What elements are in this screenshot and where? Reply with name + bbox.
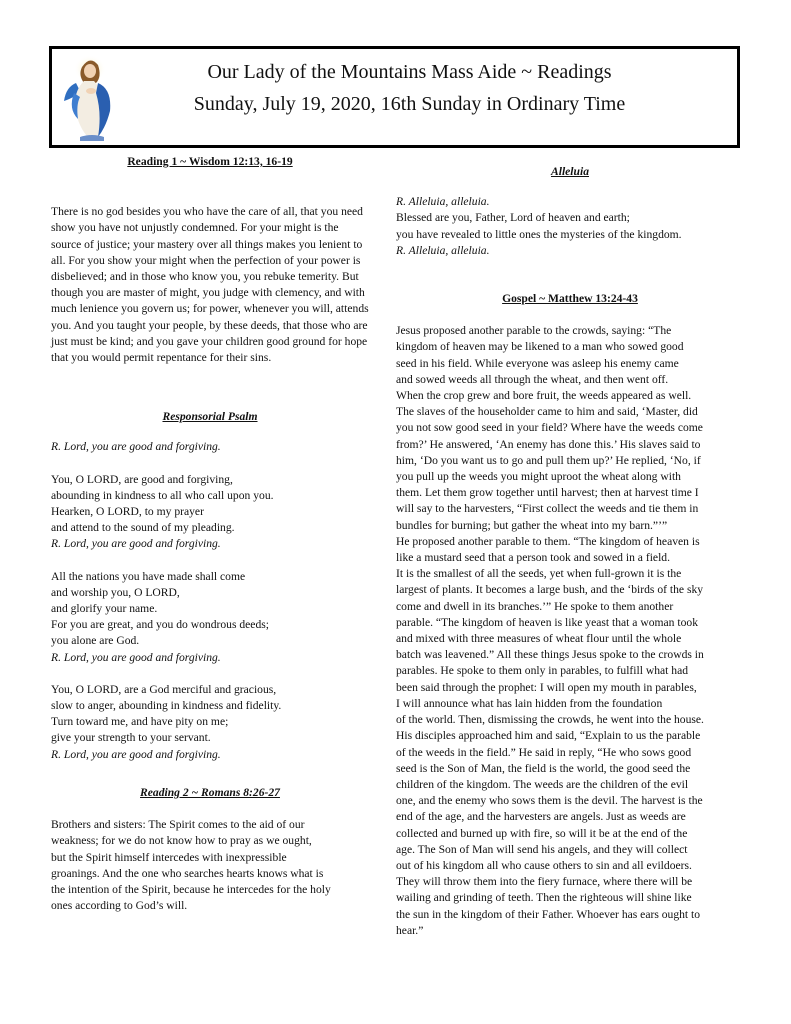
right-column xyxy=(396,164,744,939)
gospel-line: and sowed weeds all through the wheat, and then went off. xyxy=(396,372,669,386)
reading2-line: groanings. And the one who searches hearts knows what is xyxy=(51,866,324,880)
reading2-heading: Reading 2 ~ Romans 8:26-27 xyxy=(140,785,280,799)
gospel-line: from?’ He answered, ‘An enemy has done this.’ His slaves said to xyxy=(396,437,701,451)
reading2-line: Brothers and sisters: The Spirit comes to the aid of our xyxy=(51,818,305,832)
psalm-line: slow to anger, abounding in kindness and fidelity. xyxy=(51,699,282,713)
reading1-text: There is no god besides you who have the care of all, that you need show you have not unjustly condemned. For your might is the source of justice; your mastery over all things makes you lenient to all. For you show your might when the perfection of your power is disbelieved; and in those who know you, you rebuke temerity. But though you are master of might, you judge with clemency, and with much lenience you govern us; for power, whenever you will, attends you. And you taught your people, by these deeds, that those who are just must be kind; and you gave your children good ground for hope that you would permit repentance for their sins. xyxy=(51,205,369,365)
psalm-line: you alone are God. xyxy=(51,634,140,648)
reading2-line: ones according to God’s will. xyxy=(51,899,188,913)
alleluia-response: R. Alleluia, alleluia. xyxy=(396,243,490,257)
gospel-line: of the world. Then, dismissing the crowds, he went into the house. xyxy=(396,713,704,727)
psalm-line: abounding in kindness to all who call upon you. xyxy=(51,488,274,502)
psalm-response-line: R. Lord, you are good and forgiving. xyxy=(51,650,221,664)
psalm-stanza-2 xyxy=(51,569,369,666)
reading2-text xyxy=(51,817,369,914)
gospel-line: parable. “The kingdom of heaven is like yeast that a woman took xyxy=(396,615,698,629)
gospel-line: seed in his field. While everyone was asleep his enemy came xyxy=(396,356,679,370)
gospel-line: largest of plants. It becomes a large bush, and the ‘birds of the sky xyxy=(396,583,704,597)
gospel-line: collected and burned up with fire, so will it be at the end of the xyxy=(396,826,688,840)
gospel-line: them. Let them grow together until harvest; then at harvest time I xyxy=(396,486,699,500)
alleluia-response: R. Alleluia, alleluia. xyxy=(396,195,490,209)
psalm-line: You, O LORD, are good and forgiving, xyxy=(51,472,233,486)
gospel-line: batch was leavened.” All these things Jesus spoke to the crowds in xyxy=(396,648,704,662)
gospel-text xyxy=(396,323,744,939)
gospel-line: They will throw them into the fiery furnace, where there will be xyxy=(396,875,693,889)
gospel-line: children of the kingdom. The weeds are the children of the evil xyxy=(396,777,689,791)
gospel-heading: Gospel ~ Matthew 13:24-43 xyxy=(502,292,638,306)
gospel-line: of the weeds in the field.” He said in reply, “He who sows good xyxy=(396,745,692,759)
reading2-line: the intention of the Spirit, because he intercedes for the holy xyxy=(51,882,331,896)
page-title: Our Lady of the Mountains Mass Aide ~ Readings xyxy=(207,61,612,83)
psalm-stanza-1 xyxy=(51,472,369,553)
gospel-line: one, and the enemy who sows them is the devil. The harvest is the xyxy=(396,794,703,808)
alleluia-line: Blessed are you, Father, Lord of heaven and earth; xyxy=(396,211,630,225)
alleluia-text xyxy=(396,194,744,259)
gospel-line: I will announce what has lain hidden from the foundation xyxy=(396,696,663,710)
page-subtitle: Sunday, July 19, 2020, 16th Sunday in Ordinary Time xyxy=(193,93,626,115)
psalm-line: Turn toward me, and have pity on me; xyxy=(51,715,229,729)
gospel-line: He proposed another parable to them. “The kingdom of heaven is xyxy=(396,534,700,548)
psalm-response-line: R. Lord, you are good and forgiving. xyxy=(51,537,221,551)
gospel-line: the sun in the kingdom of their Father. Whoever has ears ought to xyxy=(396,907,701,921)
left-column xyxy=(51,154,369,914)
gospel-line: Jesus proposed another parable to the crowds, saying: “The xyxy=(396,324,672,338)
alleluia-line: you have revealed to little ones the mysteries of the kingdom. xyxy=(396,227,682,241)
psalm-response: R. Lord, you are good and forgiving. xyxy=(51,440,221,454)
psalm-line: give your strength to your servant. xyxy=(51,731,211,745)
psalm-response-line: R. Lord, you are good and forgiving. xyxy=(51,747,221,761)
gospel-line: age. The Son of Man will send his angels, and they will collect xyxy=(396,842,688,856)
gospel-line: out of his kingdom all who cause others to sin and all evildoers. xyxy=(396,858,692,872)
reading1-heading: Reading 1 ~ Wisdom 12:13, 16-19 xyxy=(127,155,293,168)
reading2-line: weakness; for we do not know how to pray as we ought, xyxy=(51,834,312,848)
gospel-line: hear.” xyxy=(396,923,424,937)
reading2-line: but the Spirit himself intercedes with inexpressible xyxy=(51,850,287,864)
gospel-line: seed is the Son of Man, the field is the world, the good seed the xyxy=(396,761,691,775)
gospel-line: been said through the prophet: I will open my mouth in parables, xyxy=(396,680,697,694)
psalm-stanza-3 xyxy=(51,682,369,763)
gospel-line: you not sow good seed in your field? Where have the weeds come xyxy=(396,421,703,435)
psalm-line: You, O LORD, are a God merciful and gracious, xyxy=(51,682,277,696)
alleluia-heading: Alleluia xyxy=(550,165,589,178)
psalm-line: All the nations you have made shall come xyxy=(51,569,246,583)
gospel-line: parables. He spoke to them only in parables, to fulfill what had xyxy=(396,664,689,678)
gospel-line: wailing and grinding of teeth. Then the righteous will shine like xyxy=(396,891,692,905)
gospel-line: bundles for burning; but gather the wheat into my barn.”’” xyxy=(396,518,668,532)
psalm-line: and glorify your name. xyxy=(51,602,158,616)
gospel-line: When the crop grew and bore fruit, the weeds appeared as well. xyxy=(396,389,692,403)
psalm-line: and worship you, O LORD, xyxy=(51,585,180,599)
gospel-line: and mixed with three measures of wheat flour until the whole xyxy=(396,632,682,646)
gospel-line: end of the age, and the harvesters are angels. Just as weeds are xyxy=(396,810,686,824)
gospel-line: kingdom of heaven may be likened to a man who sowed good xyxy=(396,340,684,354)
gospel-line: you pull up the weeds you might uproot the wheat along with xyxy=(396,470,681,484)
psalm-line: and attend to the sound of my pleading. xyxy=(51,521,235,535)
gospel-line: come and dwell in its branches.’” He spoke to them another xyxy=(396,599,674,613)
gospel-line: will say to the harvesters, “First collect the weeds and tie them in xyxy=(396,502,699,516)
psalm-heading: Responsorial Psalm xyxy=(162,410,258,424)
header-box xyxy=(49,46,740,148)
gospel-line: him, ‘Do you want us to go and pull them up?’ He replied, ‘No, if xyxy=(396,453,701,467)
gospel-line: It is the smallest of all the seeds, yet when full-grown it is the xyxy=(396,567,682,581)
gospel-line: The slaves of the householder came to him and said, ‘Master, did xyxy=(396,405,698,419)
psalm-line: For you are great, and you do wondrous deeds; xyxy=(51,618,269,632)
psalm-line: Hearken, O LORD, to my prayer xyxy=(51,505,204,519)
gospel-line: His disciples approached him and said, “Explain to us the parable xyxy=(396,729,701,743)
gospel-line: like a mustard seed that a person took and sowed in a field. xyxy=(396,551,670,565)
